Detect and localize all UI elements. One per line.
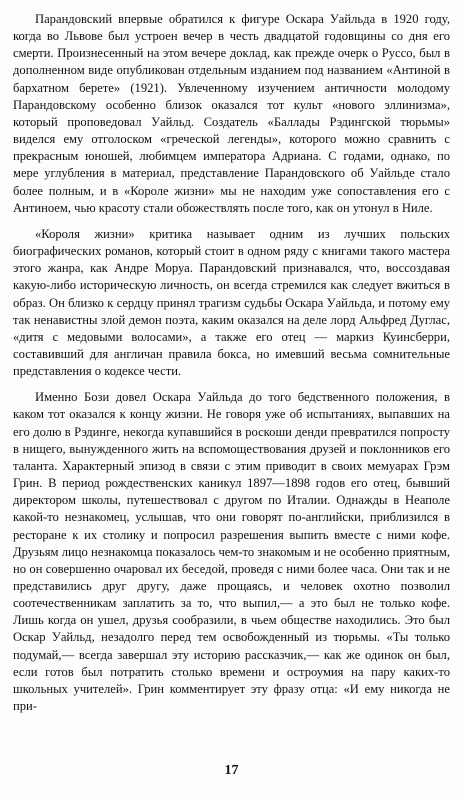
page-number: 17 [224, 763, 239, 778]
body-text [13, 11, 450, 715]
paragraph-3: Именно Бози довел Оскара Уайльда до того бедственного положения, в каком тот оказался к концу жизни. Не говоря уже об испытаниях, выпавших на его долю в Рэдинге, некогда купавшийся в роскоши денди превратился попросту в нищего, вынужденного жить на вспомоществования друзей и поклонников его таланта. Характерный эпизод в связи с этим приводит в своих мемуарах Грэм Грин. В период рождественских каникул 1897—1898 годов его отец, бывший директором школы, путешествовал с другом по Италии. Однажды в Неаполе какой-то незнакомец, услышав, что они говорят по-английски, приблизился в ресторане к их столику и попросил разрешения выпить вместе с ними кофе. Друзьям лицо незнакомца показалось чем-то знакомым и не особенно приятным, но он совершенно очаровал их беседой, проведя с ними более часа. Они так и не представились друг другу, даже прощаясь, и человек охотно позволил соотечественникам заплатить за то, что выпил,— а это был не только кофе. Лишь когда он ушел, друзья сообразили, в чьем обществе находились. Это был Оскар Уайльд, незадолго перед тем освобожденный из тюрьмы. «Ты только подумай,— всегда завершал эту историю рассказчик,— как же одинок он был, если готов был потратить столько времени и остроумия на пару каких-то школьных учителей». Грин комментирует эту фразу отца: «И ему никогда не при- [13, 390, 450, 714]
paragraph-1: Парандовский впервые обратился к фигуре Оскара Уайльда в 1920 году, когда во Львове был устроен вечер в честь двадцатой годовщины со дня его смерти. Произнесенный на этом вечере доклад, как прежде очерк о Руссо, был в дополненном виде опубликован отдельным изданием под названием «Антиной в бархатном берете» (1921). Увлеченному изучением античности молодому Парандовскому особенно близок оказался тот культ «нового эллинизма», который проповедовал Уайльд. Создатель «Баллады Рэдингской тюрьмы» виделся ему отголоском «греческой легенды», которого можно сравнить с прекрасным юношей, любимцем императора Адриана. С годами, однако, по мере углубления в материал, представление Парандовского об Уайльде стало более полным, и в «Короле жизни» мы не находим уже сопоставления его с Антиноем, чью красоту стали обожествлять после того, как он утонул в Ниле. [13, 12, 450, 215]
paragraph-2: «Короля жизни» критика называет одним из лучших польских биографических романов, который стоит в одном ряду с книгами такого мастера этого жанра, как Андре Моруа. Парандовский признавался, что, воссоздавая какую-либо историческую личность, он всегда стремился как следует вжиться в образ. Он близко к сердцу принял трагизм судьбы Оскара Уайльда, и потому ему так ненавистны злой демон поэта, каким оказался на деле лорд Альфред Дуглас, «дитя с медовыми волосами», а также его отец — маркиз Куинсберри, составивший для англичан правила бокса, но имевший весьма сомнительные представления о кодексе чести. [13, 226, 450, 379]
